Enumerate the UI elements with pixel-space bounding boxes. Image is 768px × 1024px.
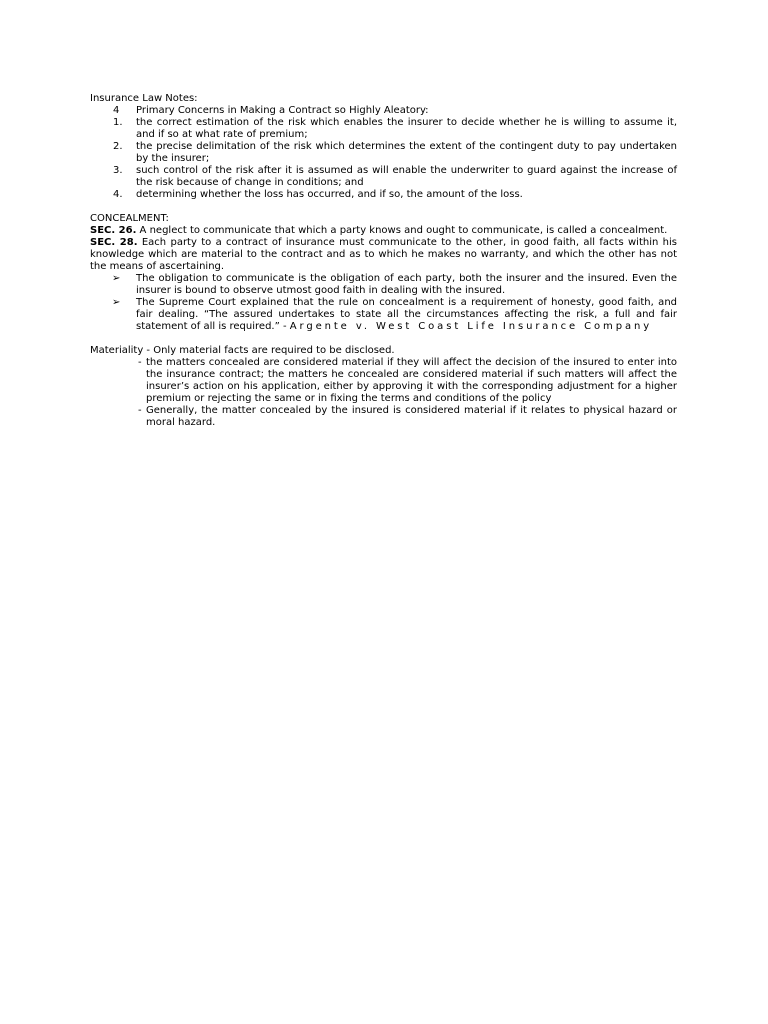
sec-28-text: Each party to a contract of insurance must communicate to the other, in good faith, all facts within his knowledge which are material to the contract and as to which he makes no warranty, and which the other has not the means of ascertaining. bbox=[90, 237, 677, 272]
concerns-intro-text: Primary Concerns in Making a Contract so Highly Aleatory: bbox=[136, 105, 429, 116]
concealment-heading: CONCEALMENT: bbox=[90, 213, 169, 224]
list-marker: 1. bbox=[113, 117, 123, 128]
concern-item bbox=[90, 117, 677, 141]
case-citation: Argente v. West Coast Life Insurance Company bbox=[289, 321, 653, 332]
sec-26-label: SEC. 26. bbox=[90, 225, 137, 236]
list-marker: 2. bbox=[113, 141, 123, 152]
concern-item-text: the precise delimitation of the risk which determines the extent of the contingent duty to pay undertaken by the insurer; bbox=[136, 141, 677, 164]
materiality-item bbox=[90, 357, 677, 405]
concern-item bbox=[90, 189, 677, 201]
materiality-item-text: the matters concealed are considered material if they will affect the decision of the insured to enter into the insurance contract; the matters he concealed are considered material if such matters will affect the insurer’s action on his application, either by approving it with the corresponding adjustment for a higher premium or rejecting the same or in fixing the terms and conditions of the policy bbox=[146, 357, 677, 404]
materiality-item bbox=[90, 405, 677, 429]
concern-item-text: determining whether the loss has occurred, and if so, the amount of the loss. bbox=[136, 189, 523, 200]
document-title: Insurance Law Notes: bbox=[90, 93, 198, 104]
sec-26-text: A neglect to communicate that which a party knows and ought to communicate, is called a concealment. bbox=[136, 225, 668, 236]
spacer bbox=[90, 333, 677, 345]
materiality-item-text: Generally, the matter concealed by the insured is considered material if it relates to physical hazard or moral hazard. bbox=[146, 405, 677, 428]
concern-item-text: such control of the risk after it is assumed as will enable the underwriter to guard against the increase of the risk because of change in conditions; and bbox=[136, 165, 677, 188]
list-marker: 3. bbox=[113, 165, 123, 176]
dash-marker: - bbox=[138, 405, 142, 416]
materiality-heading: Materiality - Only material facts are required to be disclosed. bbox=[90, 345, 395, 356]
concealment-bullet bbox=[90, 297, 677, 333]
list-marker: 4 bbox=[113, 105, 120, 116]
sec-26-paragraph bbox=[90, 225, 677, 237]
spacer bbox=[90, 201, 677, 213]
concern-item-text: the correct estimation of the risk which enables the insurer to decide whether he is willing to assume it, and if so at what rate of premium; bbox=[136, 117, 677, 140]
concealment-bullet-text: The obligation to communicate is the obligation of each party, both the insurer and the insured. Even the insurer is bound to observe utmost good faith in dealing with the insured. bbox=[136, 273, 677, 296]
list-marker: 4. bbox=[113, 189, 123, 200]
sec-28-label: SEC. 28. bbox=[90, 237, 138, 248]
arrow-bullet-icon: ➢ bbox=[112, 297, 121, 308]
concern-item bbox=[90, 165, 677, 189]
concealment-bullet-text: The Supreme Court explained that the rule on concealment is a requirement of honesty, good faith, and fair dealing. “The assured undertakes to state all the circumstances affecting the risk, a full and fair statement of all is required.” - bbox=[136, 297, 677, 332]
concerns-intro bbox=[90, 105, 677, 117]
arrow-bullet-icon: ➢ bbox=[112, 273, 121, 284]
dash-marker: - bbox=[138, 357, 142, 368]
sec-28-paragraph bbox=[90, 237, 677, 273]
notes-body bbox=[90, 93, 677, 429]
concealment-bullet bbox=[90, 273, 677, 297]
concern-item bbox=[90, 141, 677, 165]
